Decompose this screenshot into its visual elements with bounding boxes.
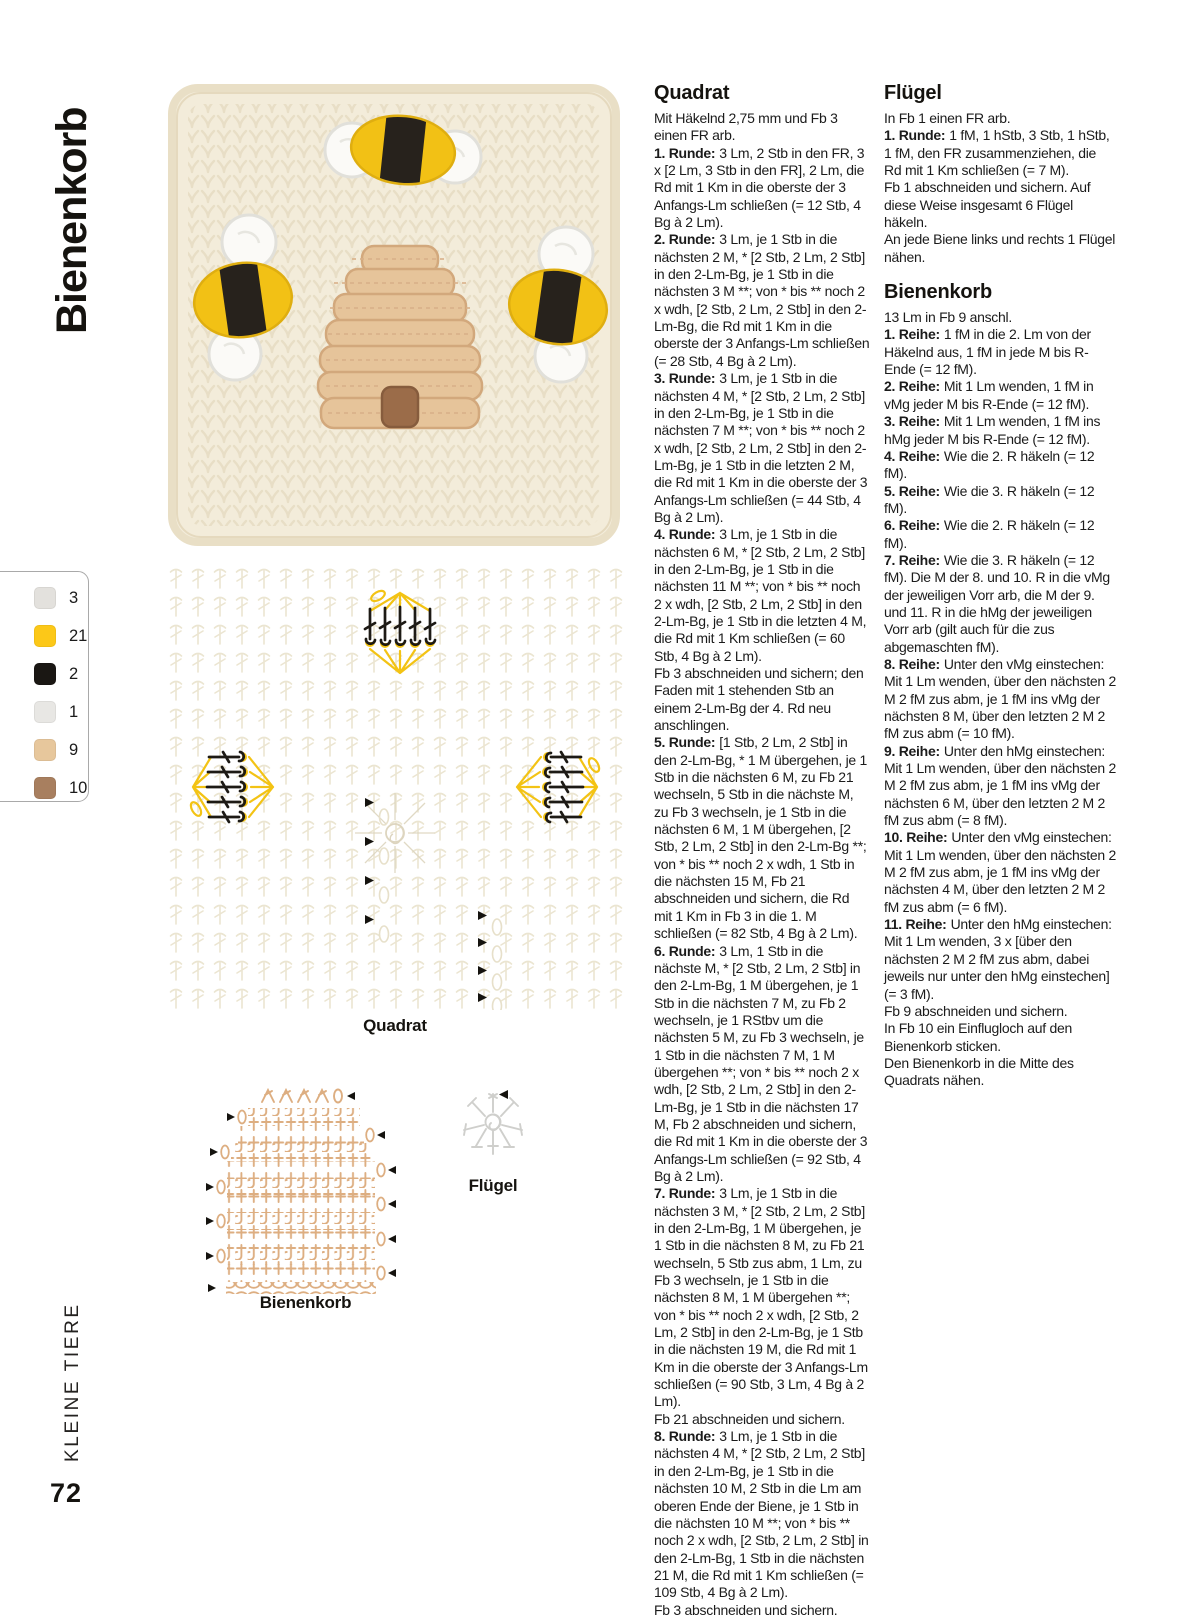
legend-item [34,587,88,609]
pattern-paragraph: 5. Runde: [1 Stb, 2 Lm, 2 Stb] in den 2-Lm-Bg, * 1 M übergehen, je 1 Stb in die nächsten 6 M, zu Fb 21 wechseln, 5 Stb in die nächste M, zu Fb 3 wechseln, je 1 Stb in die nächsten 6 M, 1 M übergehen, [2 Stb, 2 Lm, 2 Stb] in den 2-Lm-Bg **; von * bis ** noch 2 x wdh, 1 Stb in die nächsten 15 M, Fb 21 abschneiden und sichern, die Rd mit 1 Km in Fb 3 in die 1. M schließen (= 82 Stb, 4 Bg à 2 Lm). [654,734,868,942]
pattern-paragraph: In Fb 10 ein Einflugloch auf den Bienenkorb sticken. [884,1020,1072,1054]
page-title: Bienenkorb [48,107,96,334]
stitch-row [227,1161,375,1179]
pattern-paragraph: 5. Reihe: Wie die 3. R häkeln (= 12 fM). [884,482,1095,516]
pattern-paragraph: 8. Reihe: Unter den vMg einstechen: Mit 1 Lm wenden, über den nächsten 2 M 2 fM zus abm, je 1 fM ins vMg der nächsten 8 M, über den letzten 2 M 2 fM zus abm (= 10 fM). [884,655,1116,742]
page-number: 72 [50,1478,83,1508]
section-heading-bienenkorb: Bienenkorb [884,281,993,304]
stitch-row [227,1230,375,1248]
stitch-row [227,1247,375,1265]
legend-item [34,625,88,647]
color-code: 10 [69,778,88,797]
pattern-paragraph: Fb 3 abschneiden und sichern. [654,1601,838,1618]
stitch-row [227,1264,375,1282]
color-swatch [34,701,56,723]
bienenkorb-crochet-chart [198,1062,413,1300]
pattern-paragraph: An jede Biene links und rechts 1 Flügel nähen. [884,231,1116,265]
color-code: 2 [69,664,79,683]
pattern-paragraph: 6. Runde: 3 Lm, 1 Stb in die nächste M, * [2 Stb, 2 Lm, 2 Stb] in den 2-Lm-Bg, 1 M übergehen, je 1 Stb in die nächsten 7 M, zu Fb 2 wechseln, je 1 RStbv um die nächsten 5 M, zu Fb 3 wechseln, je 1 Stb in die nächsten 7 M, 1 M übergehen **; von * bis ** noch 2 x wdh, [2 Stb, 2 Lm, 2 Stb] in den 2-Lm-Bg, je 1 Stb in die nächsten 17 M, Fb 2 abschneiden und sichern, die Rd mit 1 Km in die oberste der 3 Anfangs-Lm schließen (= 92 Stb, 4 Bg à 2 Lm). [654,942,868,1184]
fluegel-caption: Flügel [468,1176,518,1195]
pattern-paragraph: 13 Lm in Fb 9 anschl. [884,309,1012,326]
quadrat-crochet-chart [165,565,625,1010]
bee-wing [222,215,276,269]
pattern-paragraph: 4. Runde: 3 Lm, je 1 Stb in die nächsten 6 M, * [2 Stb, 2 Lm, 2 Stb] in den 2-Lm-Bg, je 1 Stb in die nächsten 11 M **; von * bis ** noch 2 x wdh, [2 Stb, 2 Lm, 2 Stb] in den 2-Lm-Bg, je 1 Stb in die letzten 4 M, die Rd mit 1 Km schließen (= 60 Stb, 4 Bg à 2 Lm). [654,526,867,664]
pattern-paragraph: 4. Reihe: Wie die 2. R häkeln (= 12 fM). [884,447,1095,482]
section-heading-fluegel: Flügel [884,82,942,104]
pattern-paragraph: 3. Reihe: Mit 1 Lm wenden, 1 fM ins hMg jeder M bis R-Ende (= 12 fM). [884,413,1101,447]
section-heading-quadrat: Quadrat [654,82,730,104]
pattern-paragraph: 6. Reihe: Wie die 2. R häkeln (= 12 fM). [884,517,1095,551]
pattern-paragraph: Fb 21 abschneiden und sichern. [654,1410,845,1427]
crochet-square-photo [168,84,620,546]
legend-item [34,777,88,799]
legend-item [34,663,88,685]
pattern-paragraph: 10. Reihe: Unter den vMg einstechen: Mit 1 Lm wenden, über den nächsten 2 M 2 fM zus abm, je 1 fM ins vMg der nächsten 4 M, über den letzten 2 M 2 fM zus abm (= 6 fM). [884,829,1116,915]
bienenkorb-caption: Bienenkorb [259,1293,352,1312]
stitch-row [227,1212,375,1230]
color-swatch [34,663,56,685]
wing-diagram [464,1094,522,1154]
stitch-row [227,1195,375,1213]
color-code: 21 [69,626,88,645]
decrease-row [262,1090,342,1103]
color-code: 9 [69,740,79,759]
color-code: 1 [69,702,79,721]
stitch-row [227,1178,375,1196]
instructions-column-quadrat [654,82,870,1619]
pattern-paragraph: Fb 9 abschneiden und sichern. [884,1002,1068,1019]
pattern-paragraph: 2. Reihe: Mit 1 Lm wenden, 1 fM in vMg jeder M bis R-Ende (= 12 fM). [884,378,1094,412]
pattern-paragraph: 7. Runde: 3 Lm, je 1 Stb in die nächsten 3 M, * [2 Stb, 2 Lm, 2 Stb] in den 2-Lm-Bg, 1 M übergehen, je 1 Stb in die nächsten 8 M, zu Fb 21 wechseln, 5 Stb zus abm, 1 Lm, zu Fb 3 wechseln, je 1 Stb in die nächsten 8 M, 1 M übergehen **; von * bis ** noch 2 x wdh, [2 Stb, 2 Lm, 2 Stb] in den 2-Lm-Bg, je 1 Stb in die nächsten 19 M, die Rd mit 1 Km in die oberste der 3 Anfangs-Lm schließen (= 90 Stb, 3 Lm, 4 Bg à 2 Lm). [654,1185,868,1410]
color-swatch [34,777,56,799]
section-tag: KLEINE TIERE [62,1302,83,1462]
instructions-column-fluegel-bienenkorb [884,82,1116,1090]
pattern-paragraph: 7. Reihe: Wie die 3. R häkeln (= 12 fM). Die M der 8. und 10. R in die vMg der jeweiligen Vorr arb, die M der 9. und 11. R in die hMg der jeweiligen Vorr arb (gilt auch für die zus abgemaschten fM). [884,551,1110,655]
pattern-paragraph: 9. Reihe: Unter den hMg einstechen: Mit 1 Lm wenden, über den nächsten 2 M 2 fM zus abm, je 1 fM ins vMg der nächsten 6 M, über den letzten 2 M 2 fM zus abm (= 8 fM). [884,742,1116,829]
pattern-paragraph: Fb 3 abschneiden und sichern; den Faden mit 1 stehenden Stb an einem 2-Lm-Bg der 4. Rd neu anschlingen. [654,665,864,734]
legend-item [34,701,88,723]
stitch-row [231,1143,371,1161]
pattern-paragraph: In Fb 1 einen FR arb. [884,110,1011,126]
pattern-paragraph: Den Bienenkorb in die Mitte des Quadrats nähen. [884,1054,1074,1089]
quadrat-caption: Quadrat [363,1016,427,1035]
color-code: 3 [69,588,79,607]
pattern-paragraph: 11. Reihe: Unter den hMg einstechen: Mit 1 Lm wenden, 3 x [über den nächsten 2 M 2 fM zus abm, dabei jeweils nur unter den hMg einstechen] (= 3 fM). [884,916,1112,1002]
yarn-color-legend [0,571,89,802]
pattern-paragraph: 1. Reihe: 1 fM in die 2. Lm von der Häkelnd aus, 1 fM in jede M bis R-Ende (= 12 fM). [884,326,1091,378]
legend-item [34,739,88,761]
color-swatch [34,739,56,761]
pattern-paragraph: Mit Häkelnd 2,75 mm und Fb 3 einen FR arb. [654,110,838,144]
pattern-paragraph: 8. Runde: 3 Lm, je 1 Stb in die nächsten 4 M, * [2 Stb, 2 Lm, 2 Stb] in den 2-Lm-Bg, je 1 Stb in die nächsten 10 M, 2 Stb in die Lm am oberen Ende der Biene, je 1 Stb in die nächsten 10 M **; von * bis ** noch 2 x wdh, [2 Stb, 2 Lm, 2 Stb] in den 2-Lm-Bg, 1 Stb in die nächsten 21 M, die Rd mit 1 Km schließen (= 109 Stb, 4 Bg à 2 Lm). [654,1428,869,1601]
hive-entrance [382,387,418,427]
pattern-paragraph: Fb 1 abschneiden und sichern. Auf diese Weise insgesamt 6 Flügel häkeln. [884,179,1091,231]
fluegel-crochet-chart [440,1078,550,1170]
color-swatch [34,625,56,647]
color-swatch [34,587,56,609]
pattern-paragraph: 1. Runde: 3 Lm, 2 Stb in den FR, 3 x [2 Lm, 3 Stb in den FR], 2 Lm, die Rd mit 1 Km in die oberste der 3 Anfangs-Lm schließen (= 12 Stb, 4 Bg à 2 Lm). [654,144,865,231]
row-arrow [499,1090,508,1099]
pattern-paragraph: 2. Runde: 3 Lm, je 1 Stb in die nächsten 2 M, * [2 Stb, 2 Lm, 2 Stb] in den 2-Lm-Bg, je 1 Stb in die nächsten 3 M **; von * bis ** noch 2 x wdh, [2 Stb, 2 Lm, 2 Stb] in den 2-Lm-Bg, die Rd mit 1 Km in die oberste der 3 Anfangs-Lm schließen (= 28 Stb, 4 Bg à 2 Lm). [654,231,870,369]
stitch-row [238,1126,364,1144]
pattern-paragraph: 3. Runde: 3 Lm, je 1 Stb in die nächsten 4 M, * [2 Stb, 2 Lm, 2 Stb] in den 2-Lm-Bg, je 1 Stb in die nächsten 7 M **; von * bis ** noch 2 x wdh, [2 Stb, 2 Lm, 2 Stb] in den 2-Lm-Bg, je 1 Stb in die letzten 2 M, die Rd mit 1 Km in die oberste der 3 Anfangs-Lm schließen (= 44 Stb, 4 Bg à 2 Lm). [654,370,868,525]
pattern-paragraph: 1. Runde: 1 fM, 1 hStb, 3 Stb, 1 hStb, 1 fM, den FR zusammenziehen, die Rd mit 1 Km schließen (= 7 M). [884,127,1110,179]
stitch-row [248,1108,360,1126]
